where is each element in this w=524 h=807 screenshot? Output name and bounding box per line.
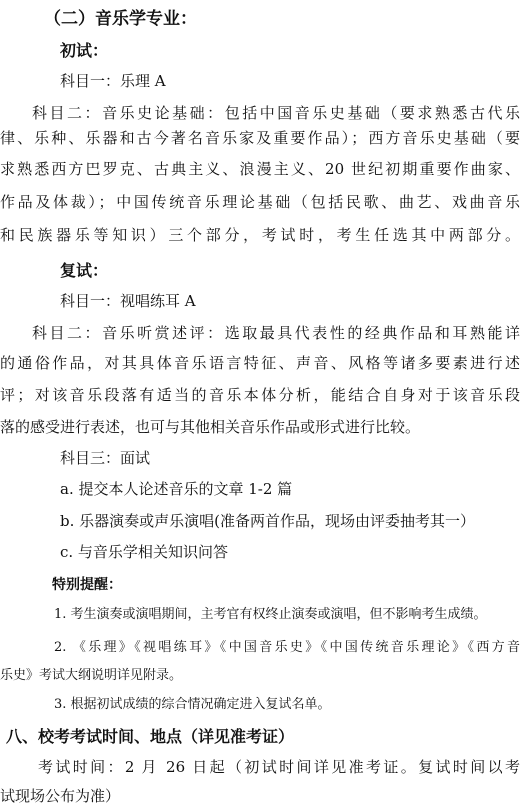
note-2-line-2: 乐史》考试大纲说明详见附录。 [0,668,183,683]
retest-item-a: a. 提交本人论述音乐的文章 1-2 篇 [60,480,293,498]
initial-subject-2-line-5: 和民族器乐等知识）三个部分，考试时，考生任选其中两部分。 [0,226,520,244]
section-8-title: 八、校考考试时间、地点（详见准考证） [6,727,295,746]
initial-subject-2-line-3: 求熟悉西方巴罗克、古典主义、浪漫主义、20 世纪初期重要作曲家、 [0,160,520,178]
exam-time-line-2: 试现场公布为准） [0,787,121,805]
retest-subject-2-line-1: 科目二：音乐听赏述评：选取最具代表性的经典作品和耳熟能详 [32,324,520,342]
retest-item-b: b. 乐器演奏或声乐演唱(准备两首作品，现场由评委抽考其一） [60,512,475,530]
initial-test-heading: 初试： [60,41,109,60]
initial-subject-2-line-1: 科目二：音乐史论基础：包括中国音乐史基础（要求熟悉古代乐 [32,104,520,122]
section-title: （二）音乐学专业： [44,9,197,29]
retest-subject-2-line-4: 落的感受进行表述，也可与其他相关音乐作品或形式进行比较。 [0,418,421,436]
retest-subject-1: 科目一：视唱练耳 A [60,292,196,310]
note-2-line-1: 2. 《乐理》《视唱练耳》《中国音乐史》《中国传统音乐理论》《西方音 [54,640,520,655]
initial-subject-1: 科目一：乐理 A [60,72,166,90]
retest-item-c: c. 与音乐学相关知识问答 [60,543,228,561]
retest-subject-2-line-2: 的通俗作品，对其具体音乐语言特征、声音、风格等诸多要素进行述 [0,354,520,372]
retest-heading: 复试： [60,261,109,280]
note-3: 3. 根据初试成绩的综合情况确定进入复试名单。 [54,697,331,712]
retest-subject-2-line-3: 评；对该音乐段落有适当的音乐本体分析，能结合自身对于该音乐段 [0,386,520,404]
initial-subject-2-line-4: 作品及体裁）；中国传统音乐理论基础（包括民歌、曲艺、戏曲音乐 [0,193,520,211]
initial-subject-2-line-2: 律、乐种、乐器和古今著名音乐家及重要作品）；西方音乐史基础（要 [0,129,520,147]
notes-title: 特别提醒： [52,577,122,593]
retest-subject-3: 科目三：面试 [60,449,151,467]
exam-time-line-1: 考试时间：2 月 26 日起（初试时间详见准考证。复试时间以考 [38,758,520,776]
note-1: 1. 考生演奏或演唱期间，主考官有权终止演奏或演唱，但不影响考生成绩。 [54,607,487,622]
